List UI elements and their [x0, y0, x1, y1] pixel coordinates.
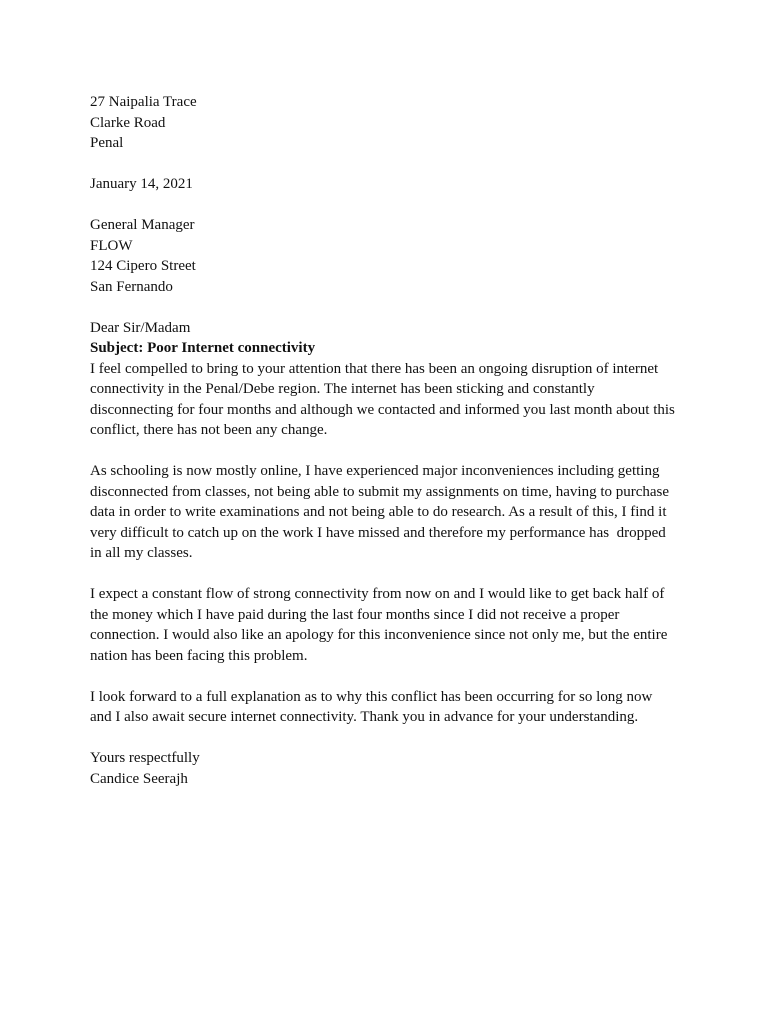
paragraph-line: connectivity in the Penal/Debe region. The internet has been sticking and constantly: [90, 381, 595, 397]
paragraph-3: [90, 584, 680, 666]
paragraph-line: the money which I have paid during the last four months since I did not receive a proper: [90, 606, 620, 623]
paragraph-line: connection. I would also like an apology for this inconvenience since not only me, but the entire: [90, 627, 668, 643]
paragraph-line: very difficult to catch up on the work I have missed and therefore my performance has dropped: [90, 524, 666, 541]
paragraph-line: disconnecting for four months and although we contacted and informed you last month about this: [90, 401, 675, 418]
paragraph-line: I feel compelled to bring to your attention that there has been an ongoing disruption of internet: [90, 360, 659, 377]
paragraph-line: in all my classes.: [90, 545, 193, 561]
paragraph-4: [90, 687, 680, 728]
paragraph-line: conflict, there has not been any change.: [90, 422, 328, 438]
signature-name: Candice Seerajh: [90, 770, 188, 787]
paragraph-line: I look forward to a full explanation as to why this conflict has been occurring for so long now: [90, 688, 653, 705]
paragraph-line: data in order to write examinations and not being able to do research. As a result of this, I find it: [90, 504, 667, 520]
paragraph-line: As schooling is now mostly online, I have experienced major inconveniences including getting: [90, 463, 660, 479]
recipient-address: [90, 215, 680, 297]
paragraph-2: [90, 461, 680, 564]
closing: Yours respectfully: [90, 750, 200, 766]
letter-date: January 14, 2021: [90, 176, 193, 192]
sender-address: [90, 92, 680, 154]
subject-line: Subject: Poor Internet connectivity: [90, 340, 316, 356]
letter-body: [90, 92, 680, 789]
recipient-company: FLOW: [90, 237, 133, 254]
sender-address-line-1: 27 Naipalia Trace: [90, 94, 197, 110]
paragraph-line: and I also await secure internet connectivity. Thank you in advance for your understanding.: [90, 709, 639, 725]
recipient-title: General Manager: [90, 217, 195, 233]
recipient-city: San Fernando: [90, 278, 173, 295]
sender-address-line-3: Penal: [90, 135, 124, 151]
paragraph-line: nation has been facing this problem.: [90, 647, 308, 664]
paragraph-line: disconnected from classes, not being able to submit my assignments on time, having to purchase: [90, 483, 670, 500]
paragraph-1: [90, 359, 680, 441]
paragraph-line: I expect a constant flow of strong connectivity from now on and I would like to get back half of: [90, 586, 665, 602]
salutation: Dear Sir/Madam: [90, 319, 191, 336]
sender-address-line-2: Clarke Road: [90, 114, 166, 131]
recipient-street: 124 Cipero Street: [90, 258, 196, 274]
